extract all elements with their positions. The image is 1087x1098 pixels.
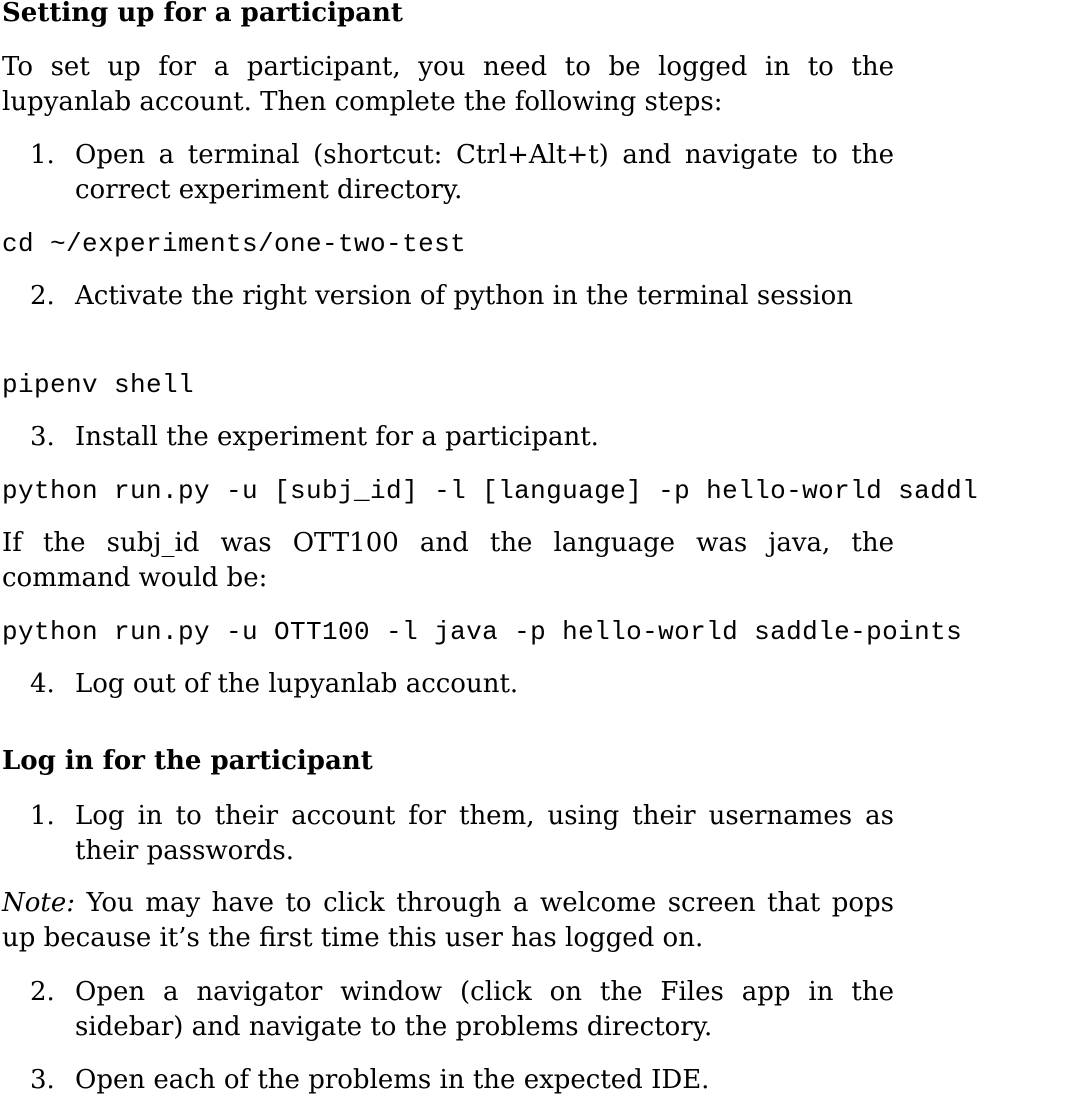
step-number: 1.: [30, 801, 55, 831]
setup-step-3: [0, 420, 894, 455]
step-text: Open each of the problems in the expected IDE.: [75, 1065, 710, 1095]
step-text: Install the experiment for a participant.: [75, 422, 599, 452]
step-number: 2.: [30, 977, 55, 1007]
setup-step-1: [0, 138, 894, 208]
code-pipenv-shell: pipenv shell: [2, 370, 195, 400]
note-label: Note:: [2, 888, 75, 918]
step-text: Open a navigator window (click on the Files app in the sidebar) and navigate to the problems directory.: [75, 977, 894, 1042]
example-paragraph: If the subj_id was OTT100 and the language was java, the command would be:: [2, 528, 894, 593]
intro-paragraph: To set up for a participant, you need to be logged in to the lupyanlab account. Then complete the following steps:: [2, 52, 894, 117]
step-number: 3.: [30, 422, 55, 452]
login-step-3: [0, 1063, 894, 1098]
login-step-2: [0, 975, 894, 1045]
code-cd-experiment: cd ~/experiments/one-two-test: [2, 229, 467, 259]
setup-step-2: [0, 279, 894, 314]
section-heading-setup: Setting up for a participant: [2, 0, 403, 28]
step-text: Log out of the lupyanlab account.: [75, 669, 519, 699]
setup-step-4: [0, 667, 894, 702]
step-number: 2.: [30, 281, 55, 311]
step-number: 3.: [30, 1065, 55, 1095]
step-number: 4.: [30, 669, 55, 699]
code-run-template: python run.py -u [subj_id] -l [language] -p hello-world saddl: [2, 476, 979, 506]
step-text: Open a terminal (shortcut: Ctrl+Alt+t) and navigate to the correct experiment directory.: [75, 140, 894, 205]
login-step-1: [0, 799, 894, 869]
note-paragraph: [2, 886, 894, 956]
step-text: Log in to their account for them, using their usernames as their passwords.: [75, 801, 894, 866]
step-text: Activate the right version of python in the terminal session: [75, 281, 853, 311]
code-run-example: python run.py -u OTT100 -l java -p hello-world saddle-points: [2, 617, 963, 647]
step-number: 1.: [30, 140, 55, 170]
note-text: You may have to click through a welcome screen that pops up because it’s the first time this user has logged on.: [2, 888, 894, 953]
section-heading-login: Log in for the participant: [2, 746, 373, 776]
